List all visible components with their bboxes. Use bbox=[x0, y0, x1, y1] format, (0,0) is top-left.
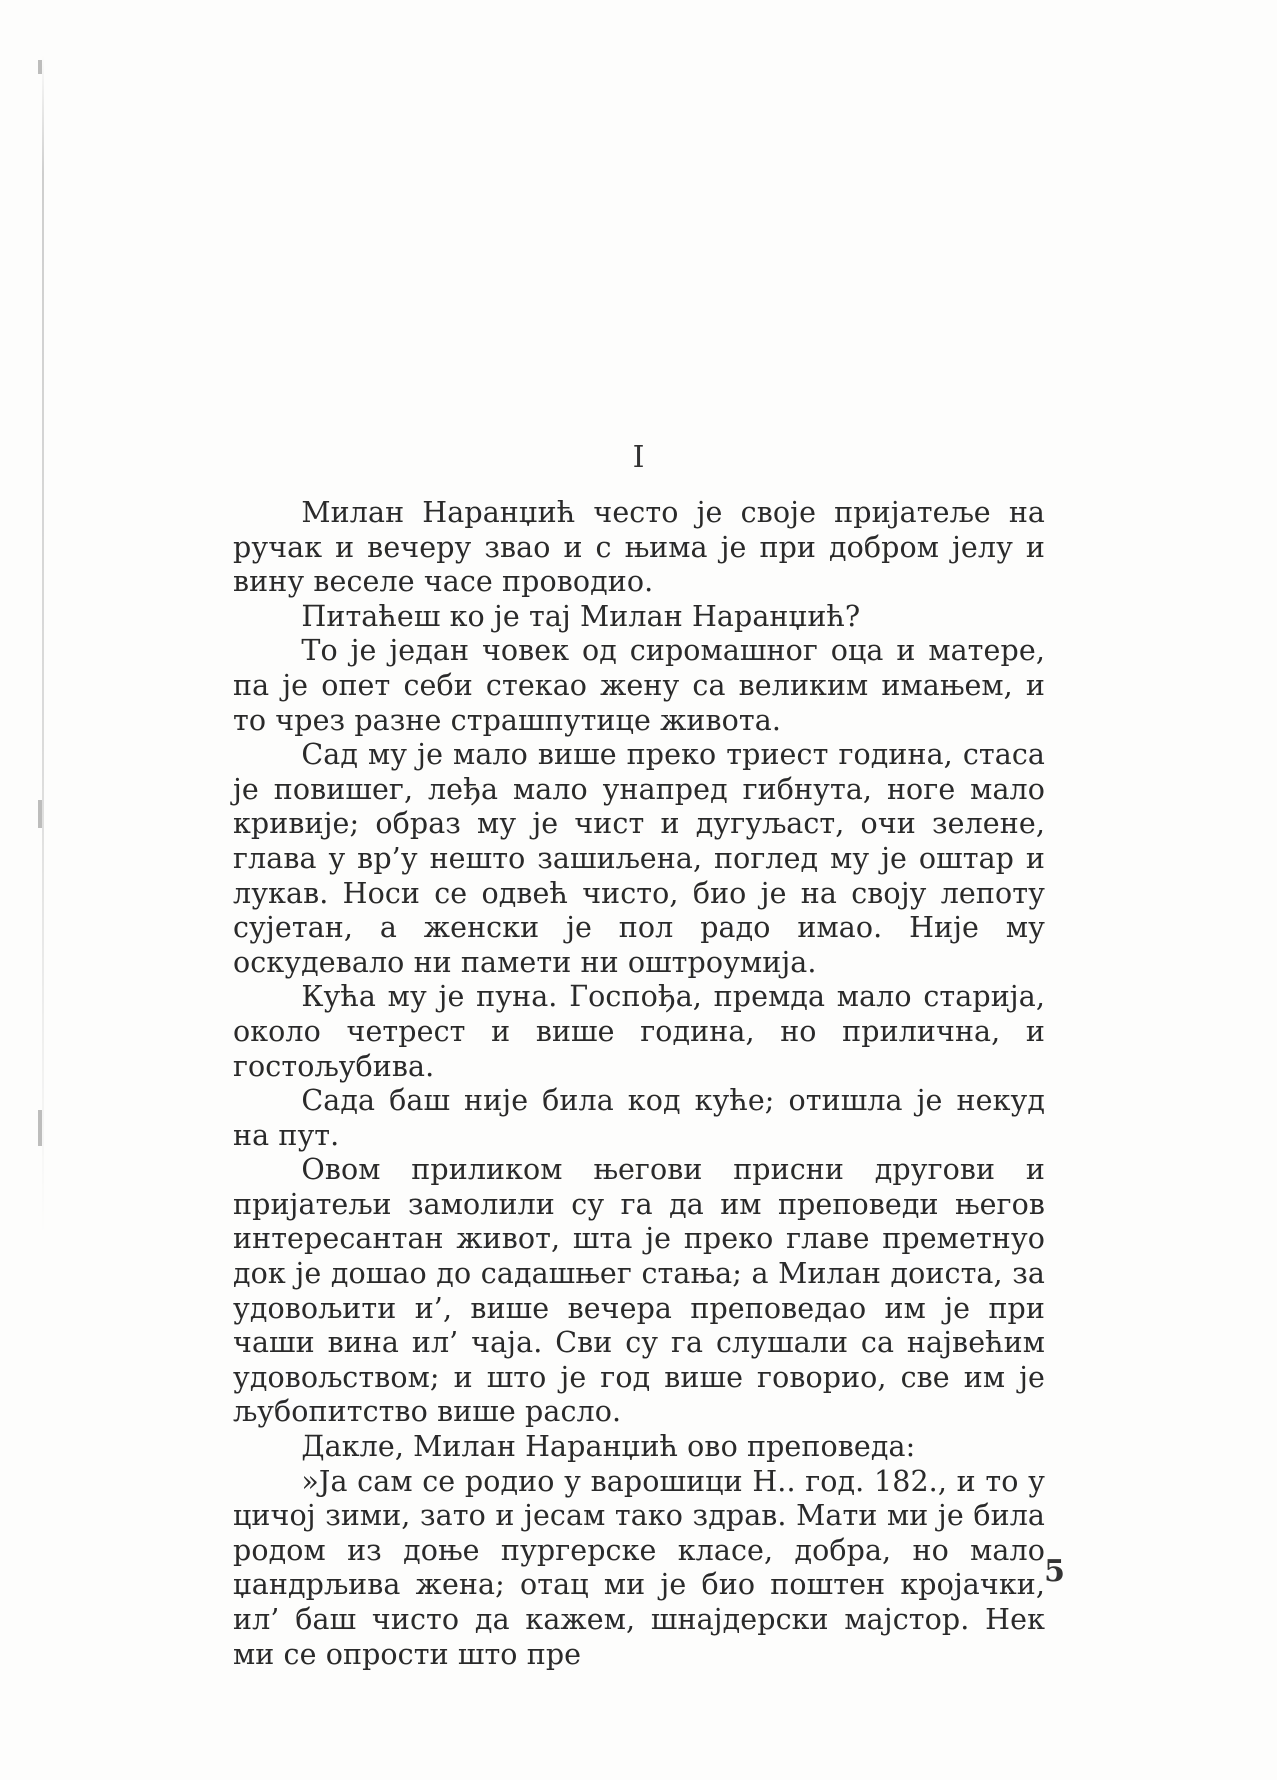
paragraph: Сада баш није била код куће; отишла је некуд на пут. bbox=[233, 1084, 1045, 1152]
paragraph: Сад му је мало више преко триест година, стаса је повишег, леђа мало унапред гибнута, ноге мало кривије; образ му је чист и дугуљаст, очи зелене, глава у вр’у нешто зашиљена, поглед му је оштар и лукав. Носи се одвећ чисто, био је на своју лепоту сујетан, а женски је пол радо имао. Није му оскудевало ни памети ни оштроумија. bbox=[233, 738, 1045, 979]
paragraph: Милан Наранџић често је своје пријатеље на ручак и вечеру звао и с њима је при добром јелу и вину веселе часе проводио. bbox=[233, 496, 1045, 599]
paragraph: Овом приликом његови присни другови и пријатељи замолили су га да им преповеди његов интересантан живот, шта је преко главе преметнуо док је дошао до садашњег стања; а Милан доиста, за удовољити и’, више вечера преповедао им је при чаши вина ил’ чаја. Сви су га слушали са највећим удовољством; и што је год више говорио, све им је љубопитство више расло. bbox=[233, 1153, 1045, 1429]
binding-edge bbox=[42, 55, 44, 1235]
paragraph: Питаћеш ко је тај Милан Наранџић? bbox=[301, 599, 861, 633]
paragraph: То је један човек од сиромашног оца и матере, па је опет себи стекао жену са великим имањем, и то чрез разне страшпутице живота. bbox=[233, 634, 1045, 737]
binding-mark bbox=[38, 1110, 42, 1146]
binding-mark bbox=[38, 60, 42, 74]
page-number: 5 bbox=[1044, 1554, 1065, 1589]
body-text bbox=[233, 496, 1045, 1672]
paragraph: Кућа му је пуна. Госпођа, премда мало старија, около четрест и више година, но прилична, и гостољубива. bbox=[233, 980, 1045, 1083]
binding-mark bbox=[38, 800, 42, 828]
paragraph: »Ја сам се родио у варошици Н.. год. 182., и то у цичој зими, зато и јесам тако здрав. Мати ми је била родом из доње пургерске класе, добра, но мало џандрљива жена; отац ми је био поштен кројачки, ил’ баш чисто да кажем, шнајдерски мајстор. Нек ми се опрости што пре bbox=[233, 1464, 1045, 1671]
chapter-heading: I bbox=[632, 440, 645, 475]
paragraph: Дакле, Милан Наранџић ово преповеда: bbox=[301, 1430, 916, 1464]
